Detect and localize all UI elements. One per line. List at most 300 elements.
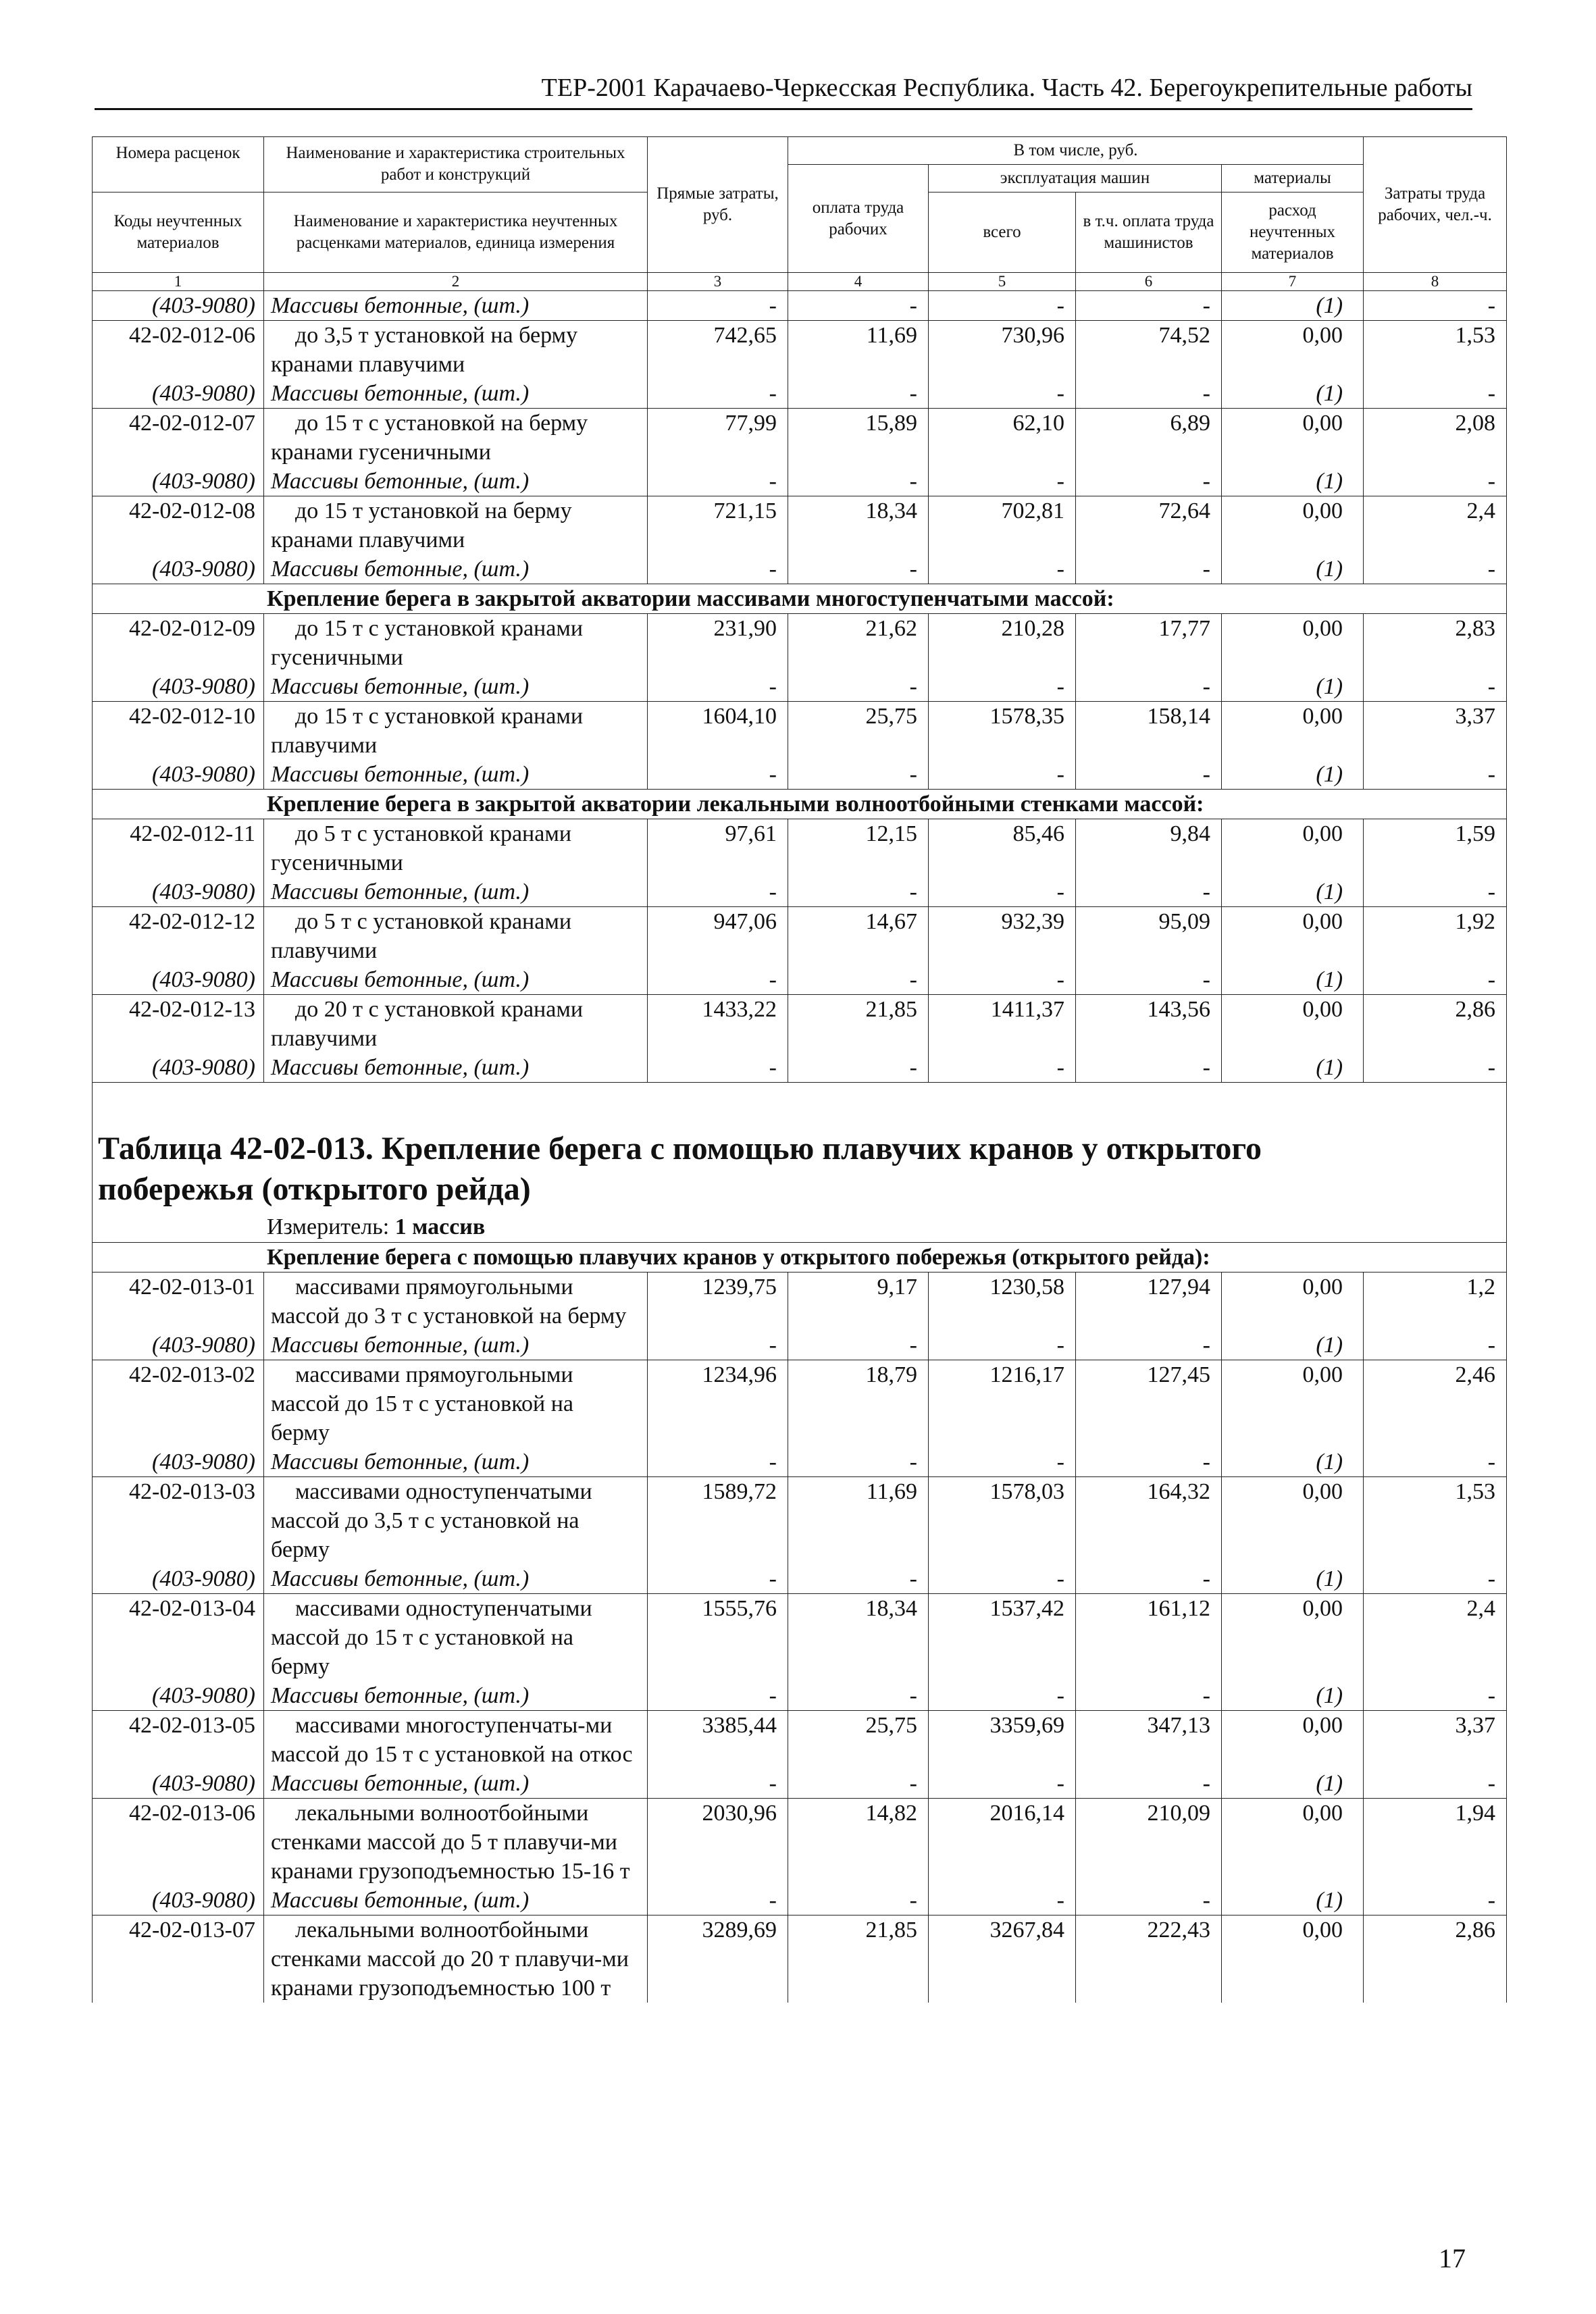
material-row — [93, 672, 1507, 702]
labor-costs-cell: - — [1364, 1886, 1507, 1916]
material-usage-cell: (1) — [1222, 672, 1364, 702]
wages-cell: 11,69 — [788, 321, 929, 380]
rate-row — [93, 1916, 1507, 2003]
section-heading: Крепление берега в закрытой акватории лекальными волноотбойными стенками массой: — [93, 790, 1507, 819]
col-number-4: 4 — [788, 273, 929, 291]
material-usage-cell: (1) — [1222, 1564, 1364, 1594]
labor-costs-cell: 2,83 — [1364, 614, 1507, 673]
machinist-wages-cell: 164,32 — [1076, 1477, 1222, 1565]
direct-costs-cell: - — [648, 1331, 788, 1360]
col-number-6: 6 — [1076, 273, 1222, 291]
col-number-8: 8 — [1364, 273, 1507, 291]
labor-costs-cell: 1,92 — [1364, 907, 1507, 966]
material-name: Массивы бетонные, (шт.) — [264, 1769, 648, 1799]
machine-total-cell: 730,96 — [929, 321, 1076, 380]
rate-code: 42-02-013-03 — [93, 1477, 264, 1565]
rate-name: массивами прямоугольными массой до 15 т с установкой на берму — [264, 1360, 648, 1448]
direct-costs-cell: - — [648, 1447, 788, 1477]
wages-cell: - — [788, 1886, 929, 1916]
machinist-wages-cell: - — [1076, 379, 1222, 409]
wages-cell: - — [788, 1769, 929, 1799]
machinist-wages-cell: 143,56 — [1076, 995, 1222, 1054]
wages-cell: - — [788, 1331, 929, 1360]
col-header-materials: материалы — [1222, 165, 1364, 192]
material-usage-cell: (1) — [1222, 1769, 1364, 1799]
wages-cell: 21,85 — [788, 1916, 929, 2003]
rate-code: 42-02-013-04 — [93, 1594, 264, 1682]
labor-costs-cell: 2,86 — [1364, 1916, 1507, 2003]
machine-total-cell: - — [929, 1564, 1076, 1594]
material-code: (403-9080) — [93, 1053, 264, 1083]
material-usage-cell: (1) — [1222, 467, 1364, 496]
rate-name: до 15 т с установкой кранами гусеничными — [264, 614, 648, 673]
rate-code: 42-02-012-13 — [93, 995, 264, 1054]
material-name: Массивы бетонные, (шт.) — [264, 379, 648, 409]
direct-costs-cell: 77,99 — [648, 409, 788, 467]
direct-costs-cell: 1604,10 — [648, 702, 788, 761]
rate-row — [93, 496, 1507, 555]
wages-cell: - — [788, 1564, 929, 1594]
col-header-exploitation: эксплуатация машин — [929, 165, 1222, 192]
direct-costs-cell: - — [648, 291, 788, 321]
rate-code: 42-02-012-09 — [93, 614, 264, 673]
wages-cell: 9,17 — [788, 1272, 929, 1331]
labor-costs-cell: - — [1364, 1681, 1507, 1711]
material-usage-cell: (1) — [1222, 1447, 1364, 1477]
col-header-material-name: Наименование и характеристика неучтенных расценками материалов, единица измерения — [264, 192, 648, 273]
machine-total-cell: 210,28 — [929, 614, 1076, 673]
material-usage-cell: (1) — [1222, 555, 1364, 584]
material-name: Массивы бетонные, (шт.) — [264, 1053, 648, 1083]
section-row — [93, 1243, 1507, 1272]
section-row — [93, 584, 1507, 614]
machinist-wages-cell: - — [1076, 1769, 1222, 1799]
labor-costs-cell: - — [1364, 877, 1507, 907]
material-row — [93, 379, 1507, 409]
machine-total-cell: - — [929, 1331, 1076, 1360]
machine-total-cell: 1578,35 — [929, 702, 1076, 761]
rate-name: до 20 т с установкой кранами плавучими — [264, 995, 648, 1054]
material-usage-cell: (1) — [1222, 877, 1364, 907]
section-heading: Крепление берега с помощью плавучих кранов у открытого побережья (открытого рейда): — [93, 1243, 1507, 1272]
table-title-text: Таблица 42-02-013. Крепление берега с помощью плавучих кранов у открытого побережья (открытого рейда) — [98, 1131, 1262, 1207]
machinist-wages-cell: - — [1076, 1447, 1222, 1477]
machinist-wages-cell: 127,94 — [1076, 1272, 1222, 1331]
wages-cell: - — [788, 379, 929, 409]
wages-cell: 21,85 — [788, 995, 929, 1054]
rate-row — [93, 321, 1507, 380]
material-row — [93, 1886, 1507, 1916]
machine-total-cell: - — [929, 672, 1076, 702]
rate-name: до 15 т с установкой кранами плавучими — [264, 702, 648, 761]
col-header-rates-number: Номера расценок — [115, 143, 240, 162]
machinist-wages-cell: - — [1076, 555, 1222, 584]
material-name: Массивы бетонные, (шт.) — [264, 1886, 648, 1916]
machine-total-cell: - — [929, 1447, 1076, 1477]
col-header-labor: Затраты труда рабочих, чел.-ч. — [1364, 137, 1507, 273]
material-row — [93, 1331, 1507, 1360]
rate-row — [93, 1477, 1507, 1565]
labor-costs-cell: 2,46 — [1364, 1360, 1507, 1448]
labor-costs-cell: - — [1364, 1053, 1507, 1083]
direct-costs-cell: - — [648, 1769, 788, 1799]
rate-code: 42-02-013-07 — [93, 1916, 264, 2003]
material-usage-cell: (1) — [1222, 1331, 1364, 1360]
col-header-work-name: Наименование и характеристика строительных работ и конструкций — [286, 143, 625, 184]
material-name: Массивы бетонные, (шт.) — [264, 1331, 648, 1360]
rate-name: до 15 т установкой на берму кранами плавучими — [264, 496, 648, 555]
machinist-wages-cell: - — [1076, 877, 1222, 907]
rate-name: массивами одноступенчатыми массой до 15 т с установкой на берму — [264, 1594, 648, 1682]
machinist-wages-cell: 222,43 — [1076, 1916, 1222, 2003]
rate-name: до 5 т с установкой кранами гусеничными — [264, 819, 648, 878]
rate-code: 42-02-013-06 — [93, 1799, 264, 1886]
material-row — [93, 965, 1507, 995]
wages-cell: - — [788, 555, 929, 584]
wages-cell: - — [788, 467, 929, 496]
direct-costs-cell: 1239,75 — [648, 1272, 788, 1331]
wages-cell: 14,67 — [788, 907, 929, 966]
rate-code: 42-02-013-05 — [93, 1711, 264, 1770]
machinist-wages-cell: 95,09 — [1076, 907, 1222, 966]
material-code: (403-9080) — [93, 1447, 264, 1477]
meter-line — [93, 1212, 1507, 1243]
direct-costs-cell: - — [648, 877, 788, 907]
labor-costs-cell: - — [1364, 291, 1507, 321]
material-usage-cell: 0,00 — [1222, 321, 1364, 380]
material-code: (403-9080) — [93, 877, 264, 907]
material-code: (403-9080) — [93, 1681, 264, 1711]
material-usage-cell: 0,00 — [1222, 1477, 1364, 1565]
material-usage-cell: (1) — [1222, 760, 1364, 790]
direct-costs-cell: 1433,22 — [648, 995, 788, 1054]
rates-table — [92, 136, 1507, 2003]
material-usage-cell: 0,00 — [1222, 907, 1364, 966]
rate-name: массивами многоступенчаты-ми массой до 15 т с установкой на откос — [264, 1711, 648, 1770]
labor-costs-cell: 1,2 — [1364, 1272, 1507, 1331]
material-row — [93, 1769, 1507, 1799]
rate-row — [93, 702, 1507, 761]
direct-costs-cell: - — [648, 1053, 788, 1083]
material-code: (403-9080) — [93, 467, 264, 496]
meter-label: Измеритель: — [267, 1214, 395, 1239]
rate-name: массивами прямоугольными массой до 3 т с установкой на берму — [264, 1272, 648, 1331]
rate-row — [93, 1799, 1507, 1886]
wages-cell: - — [788, 965, 929, 995]
page-number: 17 — [1439, 2243, 1466, 2273]
direct-costs-cell: - — [648, 467, 788, 496]
machinist-wages-cell: 161,12 — [1076, 1594, 1222, 1682]
labor-costs-cell: - — [1364, 1447, 1507, 1477]
machinist-wages-cell: 74,52 — [1076, 321, 1222, 380]
labor-costs-cell: - — [1364, 760, 1507, 790]
material-usage-cell: (1) — [1222, 379, 1364, 409]
col-header-total: всего — [929, 192, 1076, 273]
machine-total-cell: 3359,69 — [929, 1711, 1076, 1770]
material-name: Массивы бетонные, (шт.) — [264, 1681, 648, 1711]
machinist-wages-cell: 6,89 — [1076, 409, 1222, 467]
col-header-including: В том числе, руб. — [788, 137, 1364, 165]
material-row — [93, 1564, 1507, 1594]
direct-costs-cell: - — [648, 1886, 788, 1916]
machinist-wages-cell: - — [1076, 1331, 1222, 1360]
material-usage-cell: 0,00 — [1222, 995, 1364, 1054]
material-usage-cell: 0,00 — [1222, 1916, 1364, 2003]
rate-name: массивами одноступенчатыми массой до 3,5 т с установкой на берму — [264, 1477, 648, 1565]
machinist-wages-cell: 17,77 — [1076, 614, 1222, 673]
labor-costs-cell: - — [1364, 555, 1507, 584]
machine-total-cell: - — [929, 291, 1076, 321]
material-row — [93, 760, 1507, 790]
machinist-wages-cell: - — [1076, 1053, 1222, 1083]
wages-cell: - — [788, 1447, 929, 1477]
machine-total-cell: 702,81 — [929, 496, 1076, 555]
material-name: Массивы бетонные, (шт.) — [264, 1564, 648, 1594]
machine-total-cell: - — [929, 467, 1076, 496]
meter-value: 1 массив — [394, 1214, 486, 1239]
wages-cell: - — [788, 877, 929, 907]
labor-costs-cell: 1,94 — [1364, 1799, 1507, 1886]
material-usage-cell: 0,00 — [1222, 1272, 1364, 1331]
machine-total-cell: - — [929, 877, 1076, 907]
wages-cell: 25,75 — [788, 1711, 929, 1770]
rate-row — [93, 819, 1507, 878]
material-usage-cell: 0,00 — [1222, 819, 1364, 878]
material-row — [93, 555, 1507, 584]
material-usage-cell: 0,00 — [1222, 1711, 1364, 1770]
rate-code: 42-02-012-10 — [93, 702, 264, 761]
direct-costs-cell: 97,61 — [648, 819, 788, 878]
material-code: (403-9080) — [93, 672, 264, 702]
material-usage-cell: (1) — [1222, 291, 1364, 321]
material-code: (403-9080) — [93, 291, 264, 321]
material-name: Массивы бетонные, (шт.) — [264, 291, 648, 321]
material-row — [93, 291, 1507, 321]
machinist-wages-cell: 72,64 — [1076, 496, 1222, 555]
labor-costs-cell: 2,4 — [1364, 496, 1507, 555]
running-header: ТЕР-2001 Карачаево-Черкесская Республика. Часть 42. Берегоукрепительные работы — [541, 74, 1472, 102]
rate-code: 42-02-012-12 — [93, 907, 264, 966]
rate-code: 42-02-012-11 — [93, 819, 264, 878]
material-usage-cell: 0,00 — [1222, 409, 1364, 467]
material-name: Массивы бетонные, (шт.) — [264, 555, 648, 584]
wages-cell: 12,15 — [788, 819, 929, 878]
direct-costs-cell: - — [648, 760, 788, 790]
material-usage-cell: 0,00 — [1222, 496, 1364, 555]
direct-costs-cell: 3385,44 — [648, 1711, 788, 1770]
machine-total-cell: 62,10 — [929, 409, 1076, 467]
rate-name: до 15 т с установкой на берму кранами гусеничными — [264, 409, 648, 467]
material-usage-cell: 0,00 — [1222, 1360, 1364, 1448]
labor-costs-cell: 2,86 — [1364, 995, 1507, 1054]
machinist-wages-cell: - — [1076, 467, 1222, 496]
header-rule — [95, 108, 1472, 110]
wages-cell: - — [788, 291, 929, 321]
machine-total-cell: 1411,37 — [929, 995, 1076, 1054]
material-code: (403-9080) — [93, 1886, 264, 1916]
col-header-name — [264, 137, 648, 192]
material-name: Массивы бетонные, (шт.) — [264, 672, 648, 702]
rate-row — [93, 1272, 1507, 1331]
labor-costs-cell: 1,53 — [1364, 1477, 1507, 1565]
section-heading: Крепление берега в закрытой акватории массивами многоступенчатыми массой: — [93, 584, 1507, 614]
material-row — [93, 1681, 1507, 1711]
wages-cell: - — [788, 1681, 929, 1711]
direct-costs-cell: - — [648, 1681, 788, 1711]
machinist-wages-cell: 210,09 — [1076, 1799, 1222, 1886]
labor-costs-cell: 2,08 — [1364, 409, 1507, 467]
labor-costs-cell: 1,59 — [1364, 819, 1507, 878]
rate-row — [93, 409, 1507, 467]
machine-total-cell: - — [929, 555, 1076, 584]
col-header-codes — [93, 137, 264, 192]
machinist-wages-cell: 9,84 — [1076, 819, 1222, 878]
rate-name: лекальными волноотбойными стенками массой до 5 т плавучи-ми кранами грузоподъемностью 15-16 т — [264, 1799, 648, 1886]
rate-code: 42-02-012-08 — [93, 496, 264, 555]
machinist-wages-cell: 127,45 — [1076, 1360, 1222, 1448]
material-usage-cell: 0,00 — [1222, 614, 1364, 673]
material-code: (403-9080) — [93, 379, 264, 409]
rate-name: до 5 т с установкой кранами плавучими — [264, 907, 648, 966]
material-name: Массивы бетонные, (шт.) — [264, 877, 648, 907]
direct-costs-cell: - — [648, 672, 788, 702]
col-number-1: 1 — [93, 273, 264, 291]
labor-costs-cell: - — [1364, 1769, 1507, 1799]
machine-total-cell: 1230,58 — [929, 1272, 1076, 1331]
machine-total-cell: - — [929, 1681, 1076, 1711]
machine-total-cell: 3267,84 — [929, 1916, 1076, 2003]
rate-row — [93, 1360, 1507, 1448]
col-header-machinist-wages: в т.ч. оплата труда машинистов — [1076, 192, 1222, 273]
section-row — [93, 790, 1507, 819]
material-name: Массивы бетонные, (шт.) — [264, 467, 648, 496]
wages-cell: 15,89 — [788, 409, 929, 467]
direct-costs-cell: - — [648, 555, 788, 584]
material-usage-cell: 0,00 — [1222, 1799, 1364, 1886]
wages-cell: 18,79 — [788, 1360, 929, 1448]
labor-costs-cell: - — [1364, 672, 1507, 702]
rate-code: 42-02-013-02 — [93, 1360, 264, 1448]
material-row — [93, 877, 1507, 907]
rate-row — [93, 995, 1507, 1054]
machinist-wages-cell: - — [1076, 672, 1222, 702]
rate-row — [93, 614, 1507, 673]
material-row — [93, 1447, 1507, 1477]
wages-cell: 25,75 — [788, 702, 929, 761]
rate-code: 42-02-012-07 — [93, 409, 264, 467]
material-name: Массивы бетонные, (шт.) — [264, 965, 648, 995]
machine-total-cell: - — [929, 1769, 1076, 1799]
labor-costs-cell: 1,53 — [1364, 321, 1507, 380]
material-usage-cell: 0,00 — [1222, 702, 1364, 761]
material-usage-cell: 0,00 — [1222, 1594, 1364, 1682]
col-number-3: 3 — [648, 273, 788, 291]
direct-costs-cell: 1555,76 — [648, 1594, 788, 1682]
direct-costs-cell: 231,90 — [648, 614, 788, 673]
machine-total-cell: - — [929, 1886, 1076, 1916]
material-usage-cell: (1) — [1222, 1053, 1364, 1083]
machinist-wages-cell: - — [1076, 291, 1222, 321]
material-code: (403-9080) — [93, 1769, 264, 1799]
labor-costs-cell: 3,37 — [1364, 702, 1507, 761]
machinist-wages-cell: - — [1076, 1681, 1222, 1711]
wages-cell: 21,62 — [788, 614, 929, 673]
direct-costs-cell: 742,65 — [648, 321, 788, 380]
material-usage-cell: (1) — [1222, 1886, 1364, 1916]
col-header-direct-costs: Прямые затраты, руб. — [648, 137, 788, 273]
wages-cell: 18,34 — [788, 1594, 929, 1682]
machine-total-cell: 932,39 — [929, 907, 1076, 966]
labor-costs-cell: - — [1364, 1564, 1507, 1594]
wages-cell: - — [788, 760, 929, 790]
col-header-wages: оплата труда рабочих — [788, 165, 929, 273]
col-header-material-usage: расход неучтенных материалов — [1222, 192, 1364, 273]
rate-code: 42-02-012-06 — [93, 321, 264, 380]
direct-costs-cell: 947,06 — [648, 907, 788, 966]
machinist-wages-cell: - — [1076, 965, 1222, 995]
direct-costs-cell: - — [648, 1564, 788, 1594]
direct-costs-cell: - — [648, 965, 788, 995]
labor-costs-cell: - — [1364, 467, 1507, 496]
labor-costs-cell: 3,37 — [1364, 1711, 1507, 1770]
material-name: Массивы бетонные, (шт.) — [264, 760, 648, 790]
machine-total-cell: - — [929, 379, 1076, 409]
rate-row — [93, 1711, 1507, 1770]
direct-costs-cell: 3289,69 — [648, 1916, 788, 2003]
material-code: (403-9080) — [93, 1564, 264, 1594]
machinist-wages-cell: - — [1076, 1564, 1222, 1594]
machinist-wages-cell: - — [1076, 1886, 1222, 1916]
machine-total-cell: - — [929, 965, 1076, 995]
machine-total-cell: 1578,03 — [929, 1477, 1076, 1565]
machinist-wages-cell: - — [1076, 760, 1222, 790]
col-number-7: 7 — [1222, 273, 1364, 291]
labor-costs-cell: - — [1364, 379, 1507, 409]
material-code: (403-9080) — [93, 965, 264, 995]
rate-name: лекальными волноотбойными стенками массой до 20 т плавучи-ми кранами грузоподъемностью 100 т — [264, 1916, 648, 2003]
direct-costs-cell: - — [648, 379, 788, 409]
labor-costs-cell: - — [1364, 1331, 1507, 1360]
material-code: (403-9080) — [93, 760, 264, 790]
labor-costs-cell: - — [1364, 965, 1507, 995]
col-number-5: 5 — [929, 273, 1076, 291]
machine-total-cell: 1537,42 — [929, 1594, 1076, 1682]
direct-costs-cell: 1234,96 — [648, 1360, 788, 1448]
machine-total-cell: - — [929, 760, 1076, 790]
material-usage-cell: (1) — [1222, 965, 1364, 995]
rate-row — [93, 907, 1507, 966]
material-code: (403-9080) — [93, 1331, 264, 1360]
material-row — [93, 467, 1507, 496]
direct-costs-cell: 721,15 — [648, 496, 788, 555]
rate-name: до 3,5 т установкой на берму кранами плавучими — [264, 321, 648, 380]
wages-cell: 18,34 — [788, 496, 929, 555]
rate-row — [93, 1594, 1507, 1682]
labor-costs-cell: 2,4 — [1364, 1594, 1507, 1682]
machine-total-cell: 1216,17 — [929, 1360, 1076, 1448]
wages-cell: - — [788, 1053, 929, 1083]
material-code: (403-9080) — [93, 555, 264, 584]
material-row — [93, 1053, 1507, 1083]
wages-cell: 14,82 — [788, 1799, 929, 1886]
material-usage-cell: (1) — [1222, 1681, 1364, 1711]
wages-cell: - — [788, 672, 929, 702]
machinist-wages-cell: 347,13 — [1076, 1711, 1222, 1770]
table-gap — [93, 1083, 1507, 1124]
col-header-material-codes: Коды неучтенных материалов — [93, 192, 264, 273]
rate-code: 42-02-013-01 — [93, 1272, 264, 1331]
wages-cell: 11,69 — [788, 1477, 929, 1565]
